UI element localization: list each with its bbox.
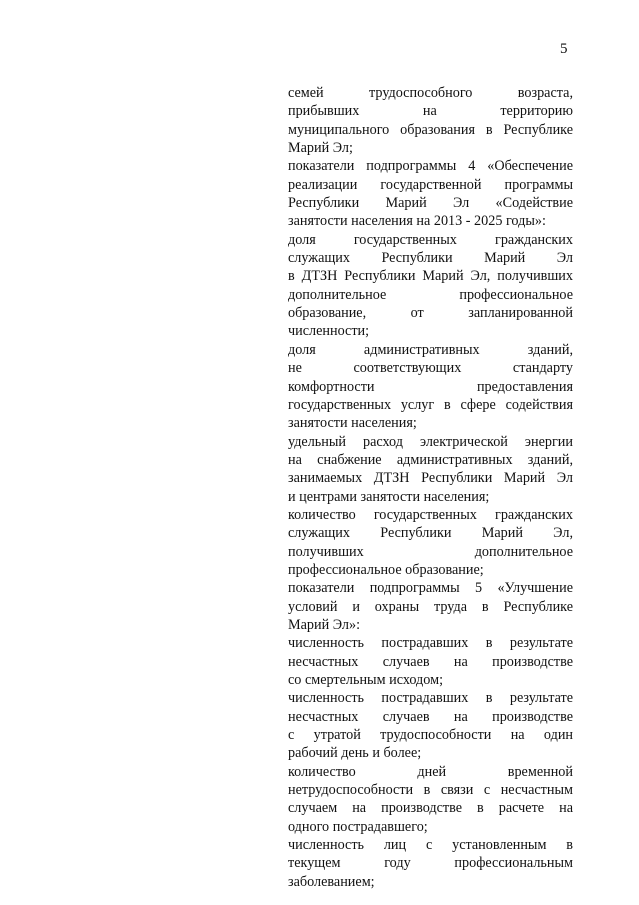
text-line: комфортности предоставления: [288, 378, 573, 395]
text-line: и центрами занятости населения;: [288, 488, 490, 505]
text-line: служащих Республики Марий Эл,: [288, 525, 573, 542]
text-line: муниципального образования в Республике: [288, 121, 573, 138]
text-line: текущем году профессиональным: [288, 855, 573, 872]
text-line: несчастных случаев на производстве: [288, 708, 573, 725]
page-number: 5: [560, 41, 568, 57]
text-line: со смертельным исходом;: [288, 672, 444, 688]
text-line: получивших дополнительное: [288, 543, 573, 560]
text-line: с утратой трудоспособности на один: [288, 727, 573, 744]
text-line: в ДТЗН Республики Марий Эл, получивших: [288, 268, 573, 285]
text-line: численности;: [288, 323, 370, 340]
text-line: численность пострадавших в результате: [288, 635, 573, 652]
text-line: доля административных зданий,: [288, 341, 573, 358]
text-line: Республики Марий Эл «Содействие: [288, 195, 573, 212]
text-line: заболеванием;: [288, 873, 375, 890]
text-line: занятости населения;: [288, 415, 417, 432]
text-line: семей трудоспособного возраста,: [288, 85, 573, 101]
text-line: прибывших на территорию: [288, 103, 573, 120]
text-line: количество дней временной: [288, 763, 573, 780]
text-line: реализации государственной программы: [288, 176, 573, 193]
text-line: служащих Республики Марий Эл: [288, 250, 573, 267]
text-line: занимаемых ДТЗН Республики Марий Эл: [288, 470, 573, 487]
text-line: численность пострадавших в результате: [288, 690, 573, 707]
text-line: рабочий день и более;: [288, 745, 422, 762]
text-line: не соответствующих стандарту: [288, 360, 573, 377]
text-line: показатели подпрограммы 5 «Улучшение: [288, 580, 573, 597]
text-line: одного пострадавшего;: [288, 818, 428, 835]
text-line: несчастных случаев на производстве: [288, 653, 573, 670]
text-line: дополнительное профессиональное: [288, 286, 573, 303]
text-line: удельный расход электрической энергии: [288, 433, 573, 450]
text-line: доля государственных гражданских: [288, 231, 573, 248]
text-line: на снабжение административных зданий,: [288, 451, 573, 468]
text-line: Марий Эл»:: [288, 616, 361, 633]
text-line: условий и охраны труда в Республике: [288, 598, 573, 615]
text-line: занятости населения на 2013 - 2025 годы»:: [288, 213, 546, 230]
text-line: Марий Эл;: [288, 140, 353, 157]
text-line: нетрудоспособности в связи с несчастным: [288, 782, 573, 799]
text-line: государственных услуг в сфере содействия: [288, 396, 573, 413]
text-line: количество государственных гражданских: [288, 506, 573, 523]
document-body-column: [288, 84, 573, 891]
text-line: численность лиц с установленным в: [288, 837, 573, 854]
text-line: показатели подпрограммы 4 «Обеспечение: [288, 158, 573, 175]
text-line: образование, от запланированной: [288, 305, 573, 322]
text-line: случаем на производстве в расчете на: [288, 800, 573, 817]
text-line: профессиональное образование;: [288, 561, 484, 578]
